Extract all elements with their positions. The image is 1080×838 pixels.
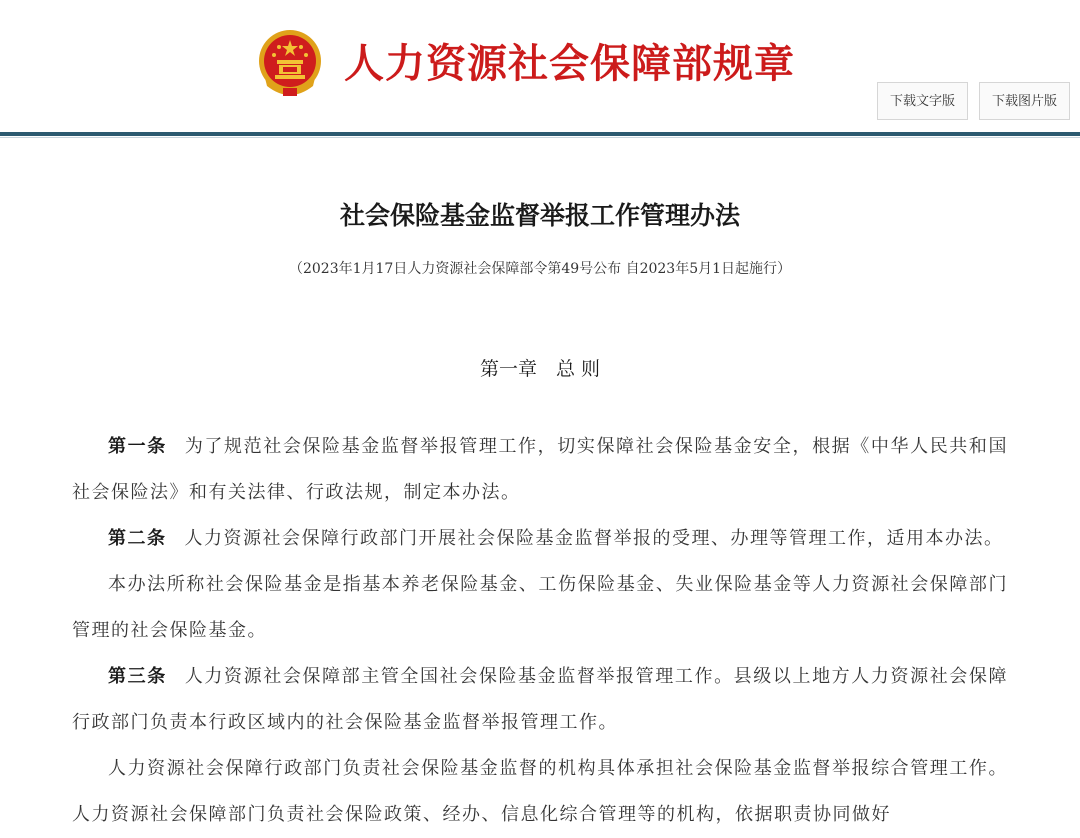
document-subtitle: （2023年1月17日人力资源社会保障部令第49号公布 自2023年5月1日起施行） [288, 261, 792, 277]
site-title: 人力资源社会保障部规章 [344, 40, 795, 87]
header-divider-thin [0, 137, 1080, 138]
header-divider [0, 132, 1080, 136]
article-paragraph [72, 424, 1008, 516]
download-text-button[interactable]: 下载文字版 [877, 82, 968, 120]
article-label: 第一条 [108, 436, 167, 457]
article-paragraph [72, 746, 1008, 838]
article-paragraph [72, 654, 1008, 746]
article-label: 第三条 [108, 666, 167, 687]
site-header [0, 0, 1080, 132]
article-text: 本办法所称社会保险基金是指基本养老保险基金、工伤保险基金、失业保险基金等人力资源社会保障部门管理的社会保险基金。 [72, 574, 1008, 641]
document-title: 社会保险基金监督举报工作管理办法 [339, 201, 740, 230]
article-text: 人力资源社会保障部主管全国社会保险基金监督举报管理工作。县级以上地方人力资源社会保障行政部门负责本行政区域内的社会保险基金监督举报管理工作。 [72, 666, 1009, 733]
article-text: 为了规范社会保险基金监督举报管理工作，切实保障社会保险基金安全，根据《中华人民共和国社会保险法》和有关法律、行政法规，制定本办法。 [72, 436, 1009, 503]
article-paragraph [72, 562, 1008, 654]
download-image-button[interactable]: 下载图片版 [979, 82, 1070, 120]
article-text: 人力资源社会保障行政部门开展社会保险基金监督举报的受理、办理等管理工作，适用本办法。 [184, 528, 1004, 549]
article-paragraph [72, 516, 1008, 562]
national-emblem-icon [257, 28, 323, 98]
article-text: 人力资源社会保障行政部门负责社会保险基金监督的机构具体承担社会保险基金监督举报综合管理工作。人力资源社会保障部门负责社会保险政策、经办、信息化综合管理等的机构，依据职责协同做好 [72, 758, 1008, 825]
document-body [72, 424, 1008, 838]
chapter-heading: 第一章 总 则 [479, 358, 601, 380]
article-label: 第二条 [108, 528, 167, 549]
